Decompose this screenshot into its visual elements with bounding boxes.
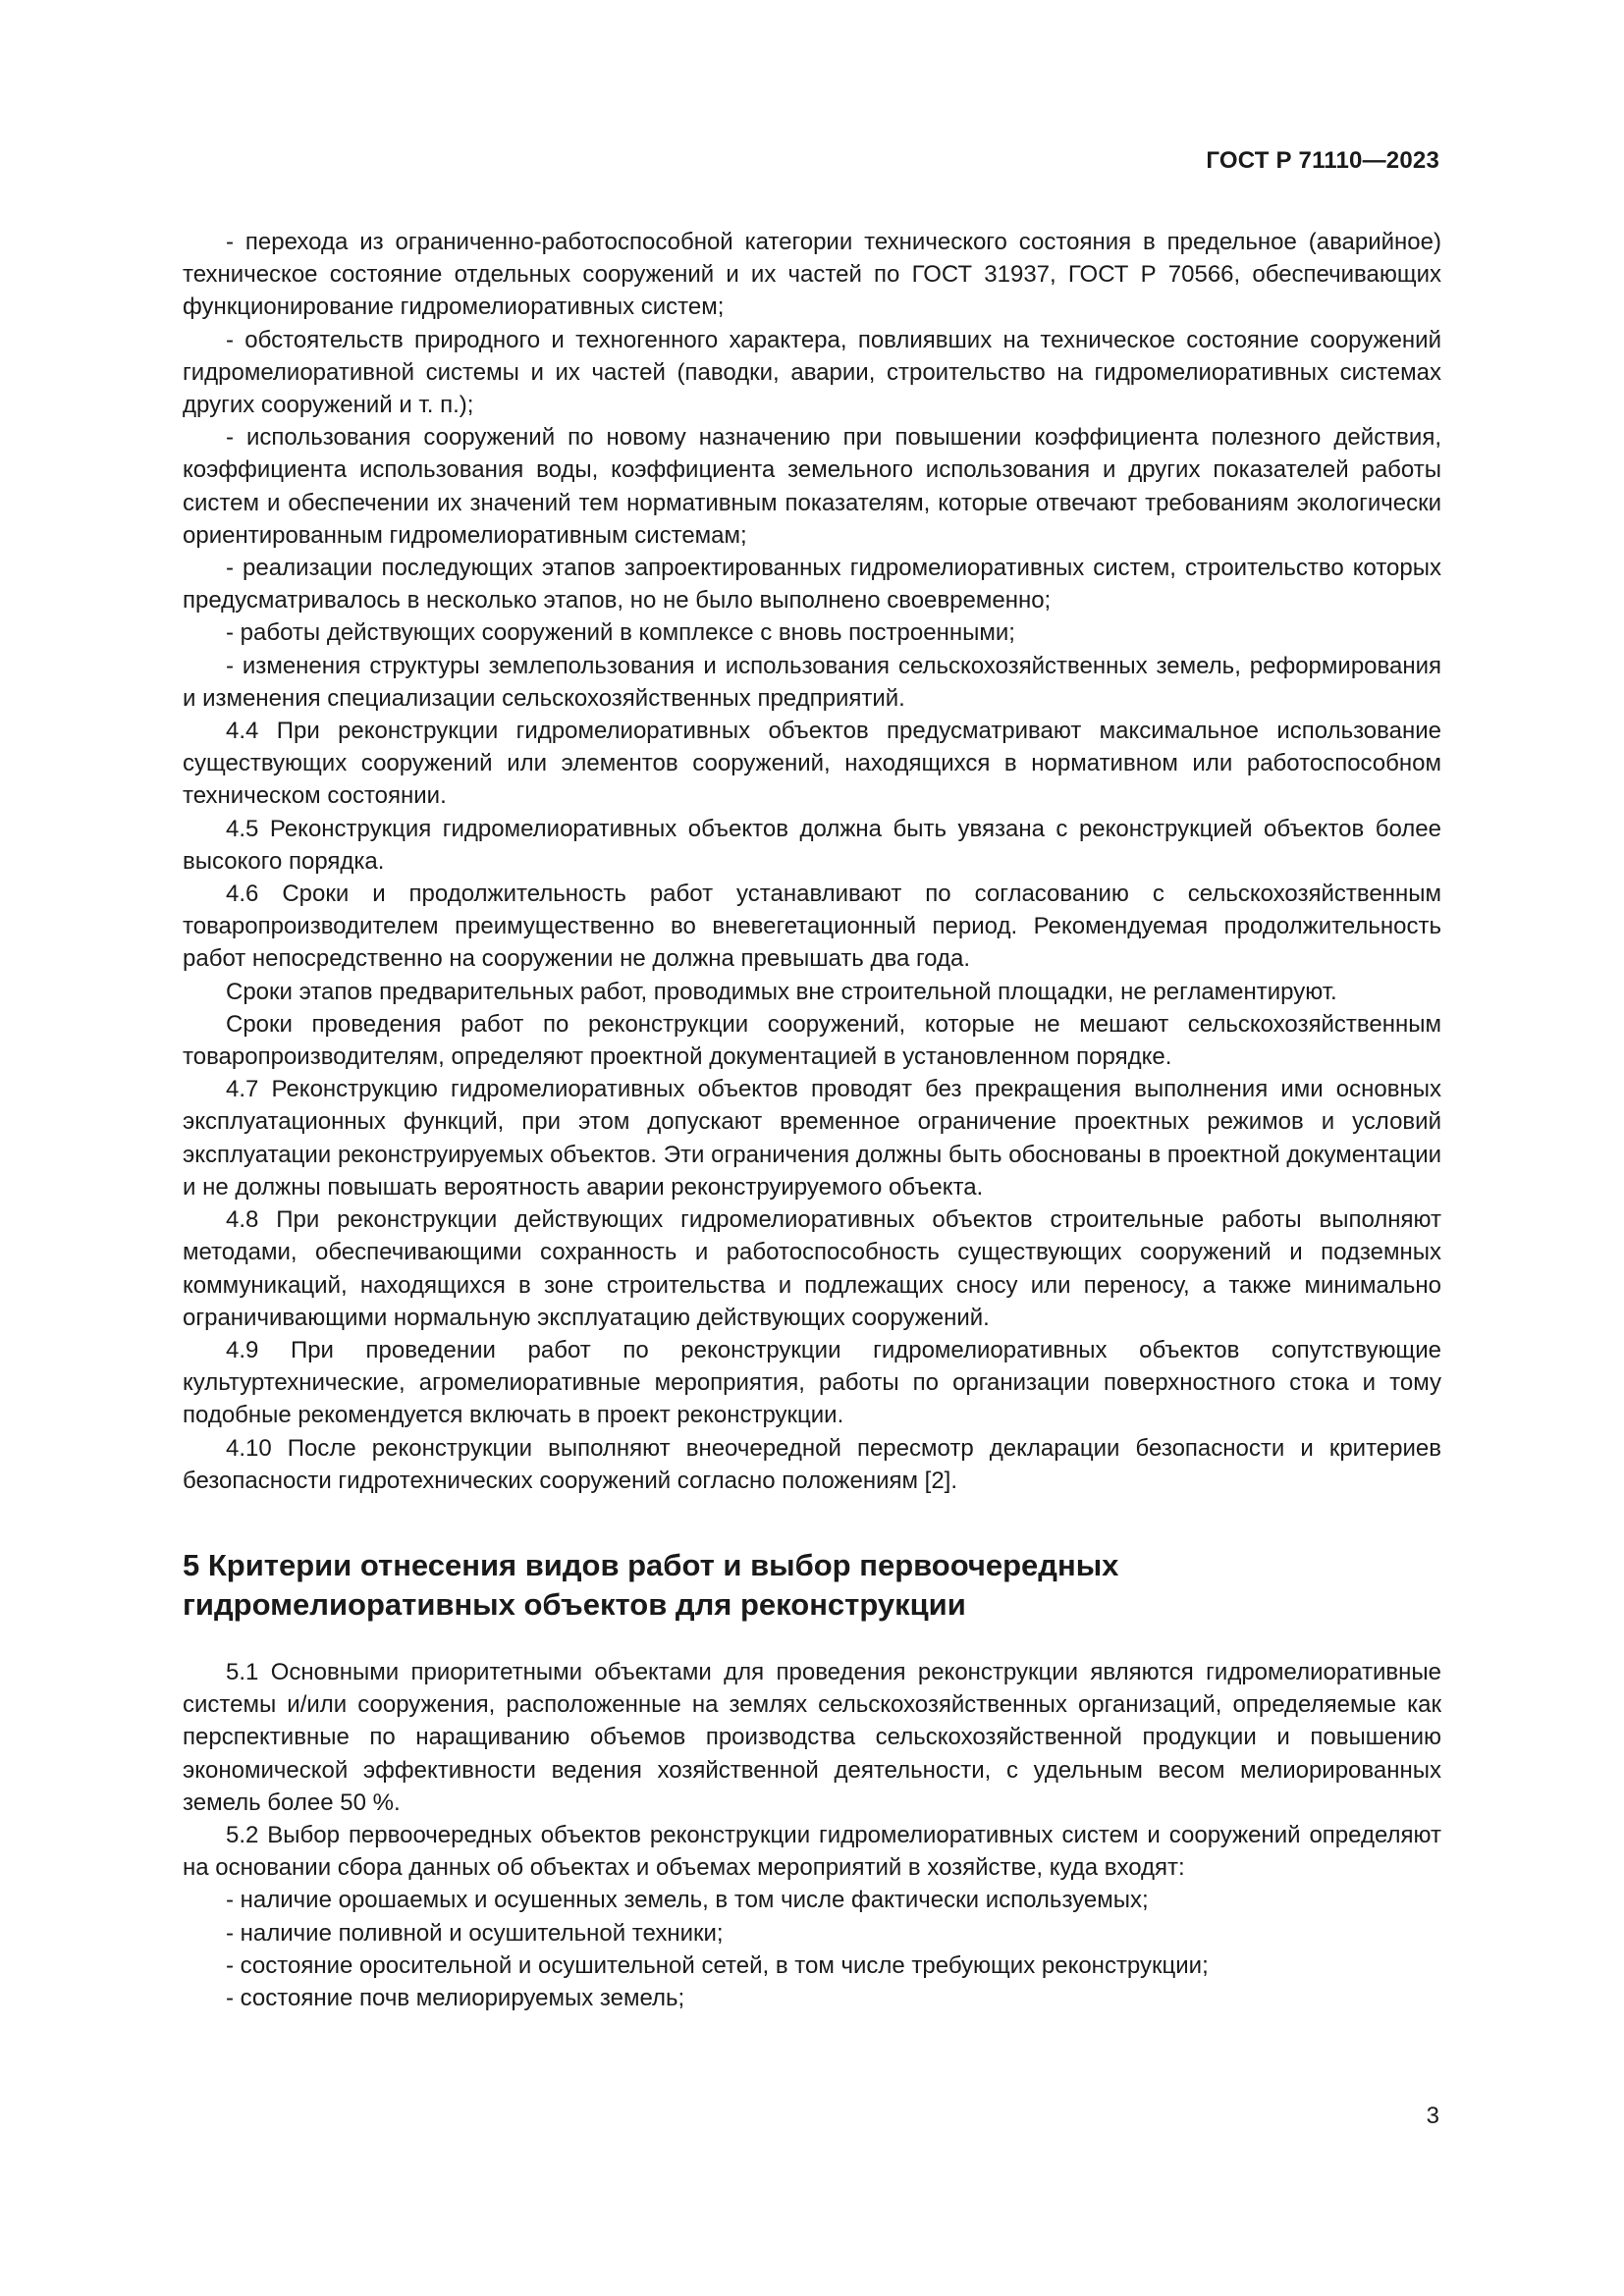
list-item: - реализации последующих этапов запроектированных гидромелиоративных систем, строительство которых предусматривалось в несколько этапов, но не было выполнено своевременно; (183, 555, 1441, 614)
clause-4-9: 4.9 При проведении работ по реконструкции гидромелиоративных объектов сопутствующие культуртехнические, агромелиоративные мероприятия, работы по организации поверхностного стока и тому подобные рекомендуется включать в проект реконструкции. (183, 1336, 1441, 1429)
clause-4-10: 4.10 После реконструкции выполняют внеочередной пересмотр декларации безопасности и критериев безопасности гидротехнических сооружений согласно положениям [2]. (183, 1434, 1441, 1494)
page-number: 3 (1426, 2103, 1439, 2129)
clause-4-6: 4.6 Сроки и продолжительность работ устанавливают по согласованию с сельскохозяйственным товаропроизводителем преимущественно во вневегетационный период. Рекомендуемая продолжительность работ непосредственно на сооружении не должна превышать два года. (183, 881, 1441, 973)
list-item: - работы действующих сооружений в комплексе с вновь построенными; (226, 619, 1015, 647)
clause-4-6-note-2: Сроки проведения работ по реконструкции сооружений, которые не мешают сельскохозяйственным товаропроизводителям, определяют проектной документацией в установленном порядке. (183, 1010, 1441, 1071)
clause-4-5: 4.5 Реконструкция гидромелиоративных объектов должна быть увязана с реконструкцией объектов более высокого порядка. (183, 815, 1441, 875)
list-item: - состояние оросительной и осушительной сетей, в том числе требующих реконструкции; (226, 1951, 1209, 1979)
document-body (183, 226, 1441, 2014)
list-item: - изменения структуры землепользования и использования сельскохозяйственных земель, реформирования и изменения специализации сельскохозяйственных предприятий. (183, 652, 1441, 712)
clause-5-2: 5.2 Выбор первоочередных объектов реконструкции гидромелиоративных систем и сооружений определяют на основании сбора данных об объектах и объемах мероприятий в хозяйстве, куда входят: (183, 1821, 1441, 1882)
document-code-header: ГОСТ Р 71110—2023 (1206, 147, 1439, 174)
clause-4-7: 4.7 Реконструкцию гидромелиоративных объектов проводят без прекращения выполнения ими основных эксплуатационных функций, при этом допускают временное ограничение проектных режимов и условий эксплуатации реконструируемых объектов. Эти ограничения должны быть обоснованы в проектной документации и не должны повышать вероятность аварии реконструируемого объекта. (183, 1076, 1441, 1201)
section-heading-line-1: 5 Критерии отнесения видов работ и выбор первоочередных (183, 1547, 1119, 1582)
list-item: - состояние почв мелиорируемых земель; (226, 1984, 685, 2011)
clause-4-6-note-1: Сроки этапов предварительных работ, проводимых вне строительной площадки, не регламентируют. (226, 978, 1337, 1005)
list-item: - использования сооружений по новому назначению при повышении коэффициента полезного действия, коэффициента использования воды, коэффициента земельного использования и других показателей работы систем и обеспечении их значений тем нормативным показателям, которые отвечают требованиям экологически ориентированным гидромелиоративным системам; (183, 424, 1441, 549)
list-item: - наличие орошаемых и осушенных земель, в том числе фактически используемых; (226, 1887, 1149, 1914)
list-item: - обстоятельств природного и техногенного характера, повлиявших на техническое состояние сооружений гидромелиоративной системы и их частей (паводки, аварии, строительство на гидромелиоративных системах других сооружений и т. п.); (183, 326, 1441, 419)
section-heading-line-2: гидромелиоративных объектов для реконструкции (183, 1586, 966, 1622)
list-item: - наличие поливной и осушительной техники; (226, 1919, 724, 1947)
list-item: - перехода из ограниченно-работоспособной категории технического состояния в предельное (аварийное) техническое состояние отдельных сооружений и их частей по ГОСТ 31937, ГОСТ Р 70566, обеспечивающих функционирование гидромелиоративных систем; (183, 229, 1441, 321)
clause-4-4: 4.4 При реконструкции гидромелиоративных объектов предусматривают максимальное использование существующих сооружений или элементов сооружений, находящихся в нормативном или работоспособном техническом состоянии. (183, 718, 1441, 810)
clause-5-1: 5.1 Основными приоритетными объектами для проведения реконструкции являются гидромелиоративные системы и/или сооружения, расположенные на землях сельскохозяйственных организаций, определяемые как перспективные по наращиванию объемов производства сельскохозяйственной продукции и повышению экономической эффективности ведения хозяйственной деятельности, с удельным весом мелиорированных земель более 50 %. (183, 1658, 1441, 1816)
section-heading (183, 1546, 1441, 1625)
clause-4-8: 4.8 При реконструкции действующих гидромелиоративных объектов строительные работы выполняют методами, обеспечивающими сохранность и работоспособность существующих сооружений и подземных коммуникаций, находящихся в зоне строительства и подлежащих сносу или переносу, а также минимально ограничивающими нормальную эксплуатацию действующих сооружений. (183, 1206, 1441, 1331)
